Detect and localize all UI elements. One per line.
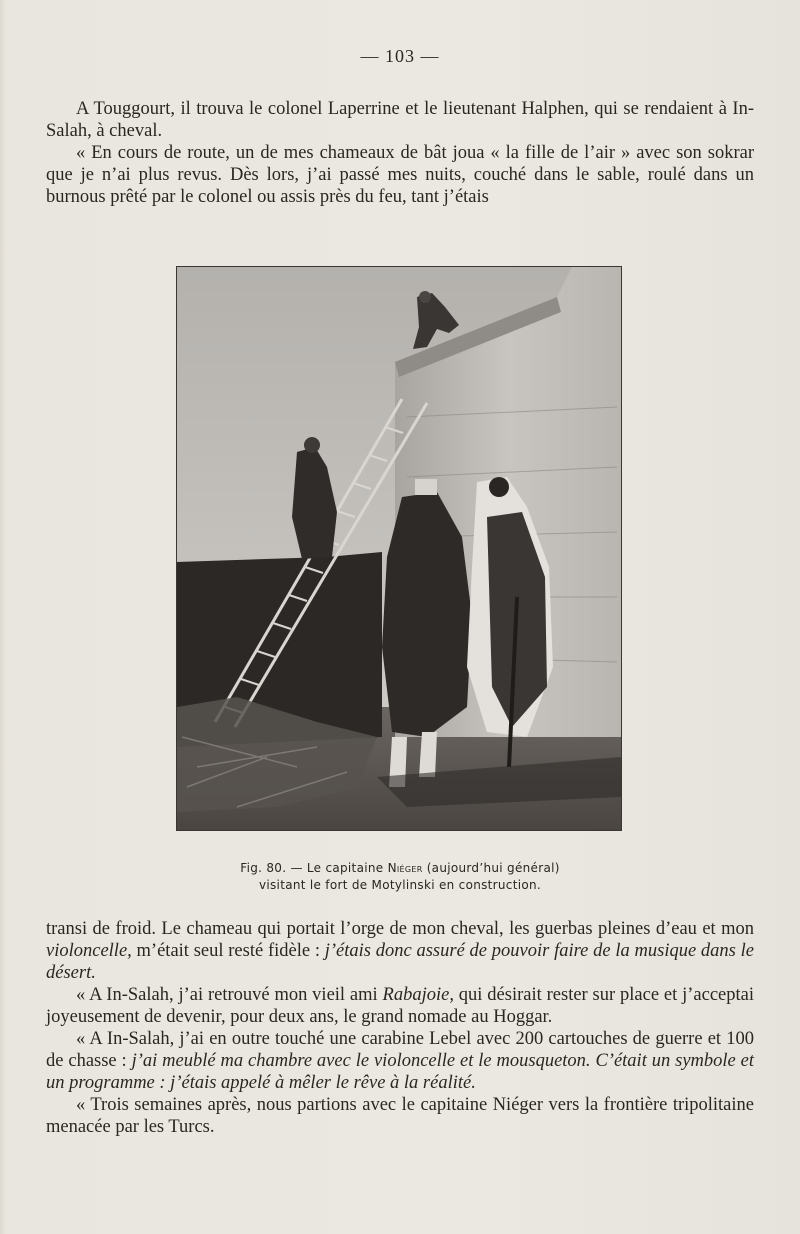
caption-line-1 — [160, 860, 640, 877]
figure-caption — [160, 860, 640, 894]
paragraph-3-italic-b: violoncelle, — [46, 941, 132, 961]
paragraph-3 — [46, 918, 754, 984]
paragraph-3-italic-d: j’étais donc assuré de pouvoir faire de la musique dans le désert. — [46, 941, 754, 983]
caption-rest: (aujourd’hui général) — [422, 861, 560, 875]
paragraph-3-text-c: m’était seul resté fidèle : — [131, 941, 325, 961]
paragraph-3-text-a: transi de froid. Le chameau qui portait l’orge de mon cheval, les guerbas pleines d’eau et mon — [46, 919, 754, 939]
paragraph-6 — [46, 1094, 754, 1138]
paragraph-4-italic-b: Rabajoie, — [382, 985, 454, 1005]
caption-dash: — Le capitaine — [286, 861, 388, 875]
caption-name: Niéger — [387, 861, 423, 875]
paragraph-4 — [46, 984, 754, 1028]
paragraph-2-text: « En cours de route, un de mes chameaux de bât joua « la fille de l’air » avec son sokrar que je n’ai plus revus. Dès lors, j’ai passé mes nuits, couché dans le sable, roulé dans un burnous prêté par le colonel ou assis près du feu, tant j’étais — [46, 143, 754, 207]
caption-line-2: visitant le fort de Motylinski en construction. — [258, 878, 542, 892]
paragraph-2 — [46, 142, 754, 208]
photograph-figure-80 — [176, 266, 622, 831]
paragraph-1-text: A Touggourt, il trouva le colonel Laperrine et le lieutenant Halphen, qui se rendaient à In-Salah, à cheval. — [46, 99, 754, 141]
paragraph-5 — [46, 1028, 754, 1094]
figure-label: Fig. 80. — [240, 861, 287, 875]
paragraph-6-text: « Trois semaines après, nous partions avec le capitaine Niéger vers la frontière tripolitaine menacée par les Turcs. — [46, 1095, 754, 1137]
page-number: — 103 — — [360, 46, 440, 66]
paragraph-4-text-a: « A In-Salah, j’ai retrouvé mon vieil ami — [76, 985, 383, 1005]
paragraph-1 — [46, 98, 754, 142]
paragraph-4-text-c: qui désirait rester sur place et j’acceptai joyeusement de devenir, pour deux ans, le grand nomade au Hoggar. — [46, 985, 755, 1027]
paragraph-5-italic-b: j’ai meublé ma chambre avec le violoncelle et le mousqueton. C’était un symbole et un programme : j’étais appelé à mêler le rêve à la réalité. — [46, 1051, 754, 1093]
paragraph-5-text-a: « A In-Salah, j’ai en outre touché une carabine Lebel avec 200 cartouches de guerre et 100 de chasse : — [46, 1029, 754, 1071]
fort-construction-photo — [177, 267, 621, 830]
